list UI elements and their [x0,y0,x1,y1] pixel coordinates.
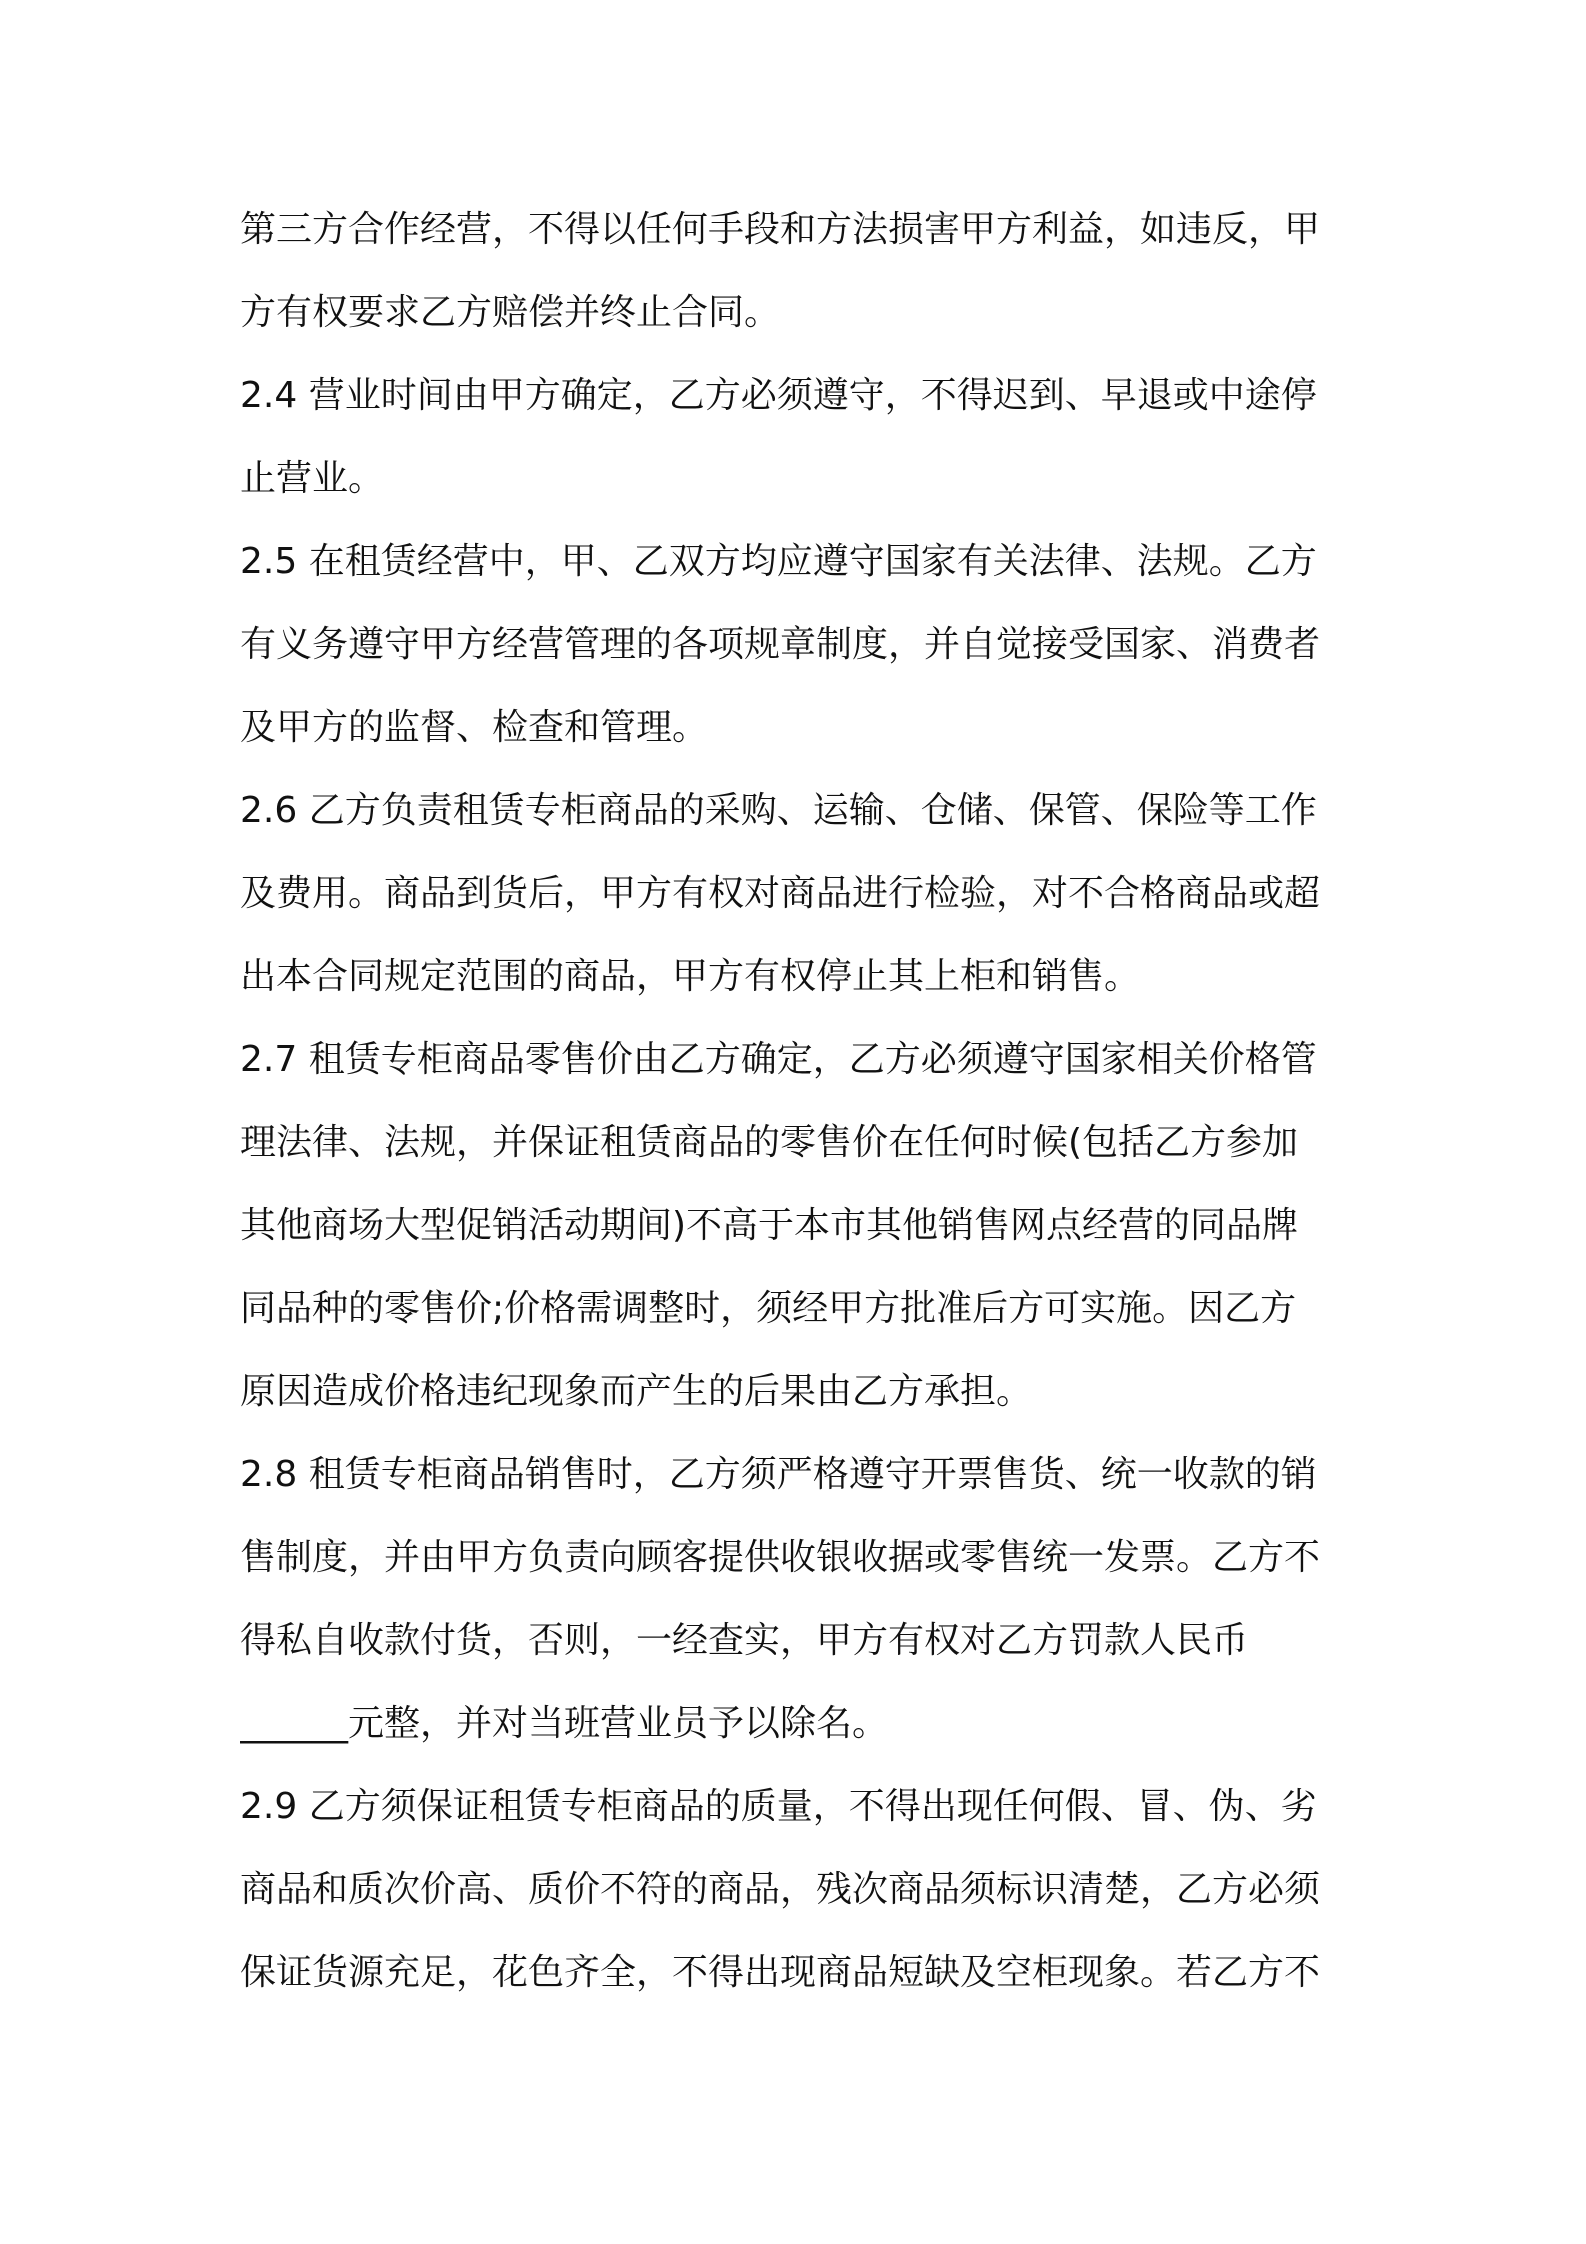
text-line: 2.7 租赁专柜商品零售价由乙方确定，乙方必须遵守国家相关价格管 [240,1039,1317,1080]
text-line: 方有权要求乙方赔偿并终止合同。 [240,292,781,333]
text-line: 商品和质次价高、质价不符的商品，残次商品须标识清楚，乙方必须 [240,1869,1321,1910]
text-line: 及费用。商品到货后，甲方有权对商品进行检验，对不合格商品或超 [240,873,1321,914]
text-line: 理法律、法规，并保证租赁商品的零售价在任何时候(包括乙方参加 [240,1122,1299,1163]
text-line: 2.8 租赁专柜商品销售时，乙方须严格遵守开票售货、统一收款的销 [240,1454,1317,1495]
text-line: 止营业。 [240,458,385,499]
text-line: 同品种的零售价;价格需调整时，须经甲方批准后方可实施。因乙方 [240,1288,1297,1329]
text-line: 得私自收款付货，否则，一经查实，甲方有权对乙方罚款人民币 [240,1620,1249,1661]
text-line: 其他商场大型促销活动期间)不高于本市其他销售网点经营的同品牌 [240,1205,1299,1246]
text-line: 及甲方的监督、检查和管理。 [240,707,709,748]
text-line: 第三方合作经营，不得以任何手段和方法损害甲方利益，如违反，甲 [240,209,1321,250]
text-line: 2.6 乙方负责租赁专柜商品的采购、运输、仓储、保管、保险等工作 [240,790,1317,831]
text-line: ______元整，并对当班营业员予以除名。 [240,1703,889,1744]
text-line: 出本合同规定范围的商品，甲方有权停止其上柜和销售。 [240,956,1141,997]
document-body [240,198,1360,2024]
text-line: 原因造成价格违纪现象而产生的后果由乙方承担。 [240,1371,1033,1412]
text-line: 2.9 乙方须保证租赁专柜商品的质量，不得出现任何假、冒、伪、劣 [240,1786,1317,1827]
text-line: 保证货源充足，花色齐全，不得出现商品短缺及空柜现象。若乙方不 [240,1952,1321,1993]
text-line: 售制度，并由甲方负责向顾客提供收银收据或零售统一发票。乙方不 [240,1537,1321,1578]
text-line: 2.5 在租赁经营中，甲、乙双方均应遵守国家有关法律、法规。乙方 [240,541,1317,582]
text-line: 有义务遵守甲方经营管理的各项规章制度，并自觉接受国家、消费者 [240,624,1321,665]
text-line: 2.4 营业时间由甲方确定，乙方必须遵守，不得迟到、早退或中途停 [240,375,1317,416]
